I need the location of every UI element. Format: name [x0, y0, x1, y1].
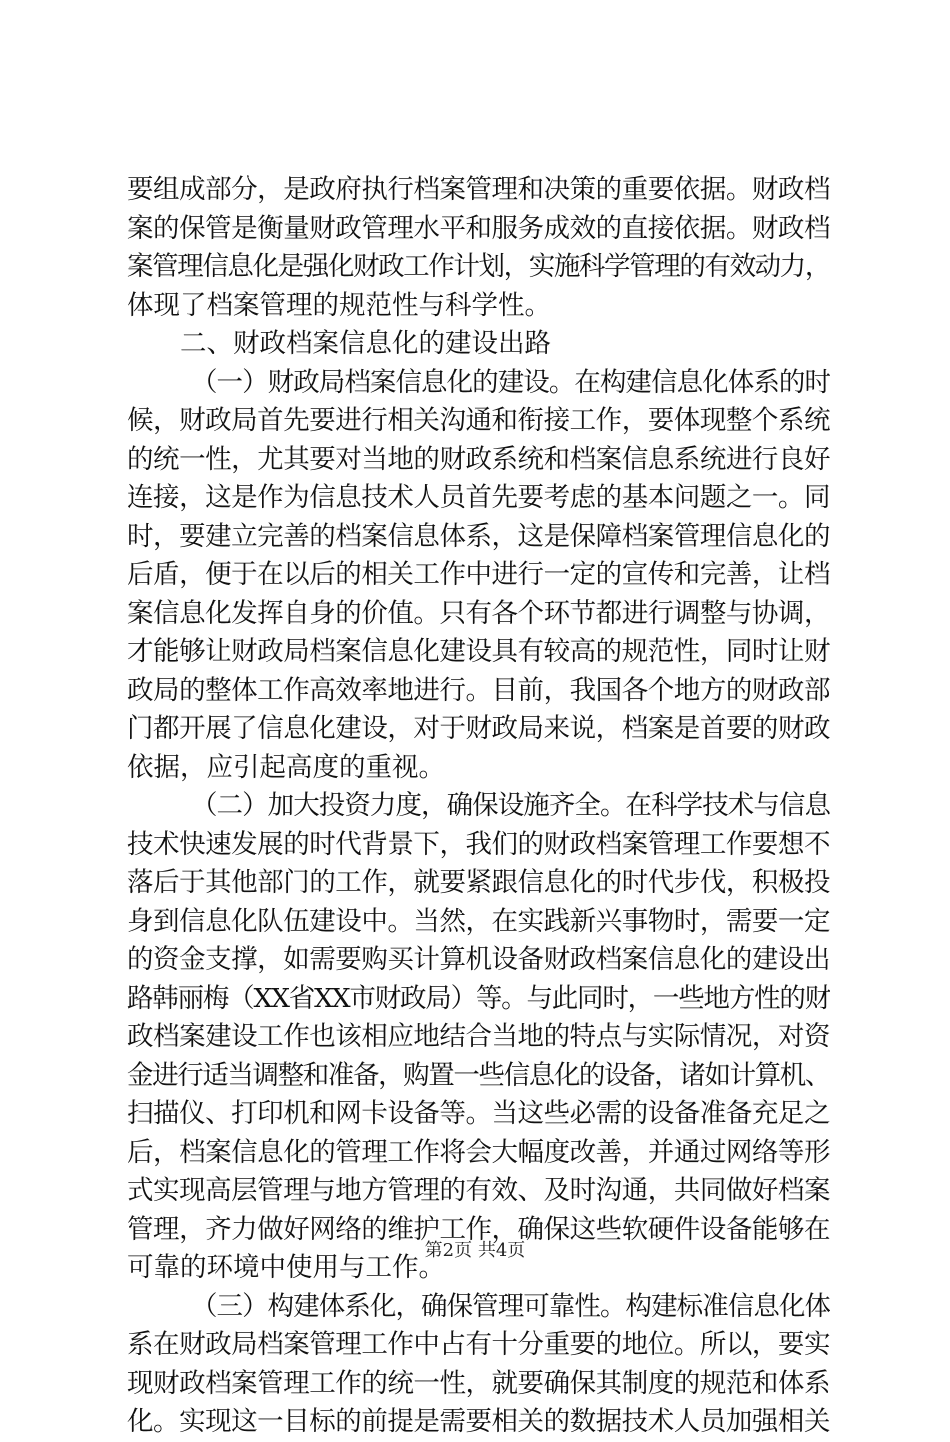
- text-line: 系在财政局档案管理工作中占有十分重要的地位。所以，要实: [127, 1329, 830, 1360]
- text-line: 要组成部分，是政府执行档案管理和决策的重要依据。财政档: [127, 174, 830, 205]
- text-line: （三）构建体系化，确保管理可靠性。构建标准信息化体: [191, 1290, 830, 1322]
- text-line: 后，档案信息化的管理工作将会大幅度改善，并通过网络等形: [127, 1136, 830, 1168]
- text-line: 现财政档案管理工作的统一性，就要确保其制度的规范和体系: [127, 1367, 830, 1399]
- text-line: 落后于其他部门的工作，就要紧跟信息化的时代步伐，积极投: [127, 867, 830, 898]
- text-line: 二、财政档案信息化的建设出路: [180, 328, 551, 359]
- text-line: 门都开展了信息化建设，对于财政局来说，档案是首要的财政: [127, 713, 830, 744]
- text-line: 金进行适当调整和准备，购置一些信息化的设备，诸如计算机、: [127, 1059, 830, 1091]
- text-line: 式实现高层管理与地方管理的有效、及时沟通，共同做好档案: [127, 1175, 830, 1206]
- text-line: 时，要建立完善的档案信息体系，这是保障档案管理信息化的: [127, 520, 830, 552]
- text-line: 体现了档案管理的规范性与科学性。: [127, 289, 551, 321]
- text-line: 路韩丽梅（XX省XX市财政局）等。与此同时，一些地方性的财: [127, 982, 830, 1014]
- text-line: 政档案建设工作也该相应地结合当地的特点与实际情况，对资: [127, 1021, 830, 1052]
- text-line: 案信息化发挥自身的价值。只有各个环节都进行调整与协调，: [127, 597, 830, 629]
- text-line: 技术快速发展的时代背景下，我们的财政档案管理工作要想不: [127, 828, 830, 860]
- text-line: 才能够让财政局档案信息化建设具有较高的规范性，同时让财: [127, 636, 830, 667]
- text-line: 管理，齐力做好网络的维护工作，确保这些软硬件设备能够在: [127, 1213, 830, 1245]
- text-line: 扫描仪、打印机和网卡设备等。当这些必需的设备准备充足之: [127, 1098, 830, 1129]
- text-line: 政局的整体工作高效率地进行。目前，我国各个地方的财政部: [127, 674, 830, 706]
- text-line: 化。实现这一目标的前提是需要相关的数据技术人员加强相关: [127, 1406, 830, 1437]
- text-line: 候，财政局首先要进行相关沟通和衔接工作，要体现整个系统: [127, 405, 830, 436]
- text-line: 案管理信息化是强化财政工作计划，实施科学管理的有效动力，: [127, 251, 830, 282]
- text-line: 后盾，便于在以后的相关工作中进行一定的宣传和完善，让档: [127, 559, 830, 590]
- text-line: 的统一性，尤其要对当地的财政系统和档案信息系统进行良好: [127, 443, 830, 475]
- text-line: 依据，应引起高度的重视。: [127, 751, 445, 783]
- text-line: 身到信息化队伍建设中。当然，在实践新兴事物时，需要一定: [127, 905, 830, 937]
- text-line: 连接，这是作为信息技术人员首先要考虑的基本问题之一。同: [127, 482, 830, 513]
- text-line: 可靠的环境中使用与工作。: [127, 1252, 445, 1283]
- text-line: 案的保管是衡量财政管理水平和服务成效的直接依据。财政档: [127, 212, 830, 244]
- text-line: （一）财政局档案信息化的建设。在构建信息化体系的时: [191, 366, 830, 398]
- text-line: （二）加大投资力度，确保设施齐全。在科学技术与信息: [191, 790, 830, 821]
- page-footer: 第2页 共4页: [424, 1240, 526, 1261]
- text-line: 的资金支撑，如需要购买计算机设备财政档案信息化的建设出: [127, 944, 830, 975]
